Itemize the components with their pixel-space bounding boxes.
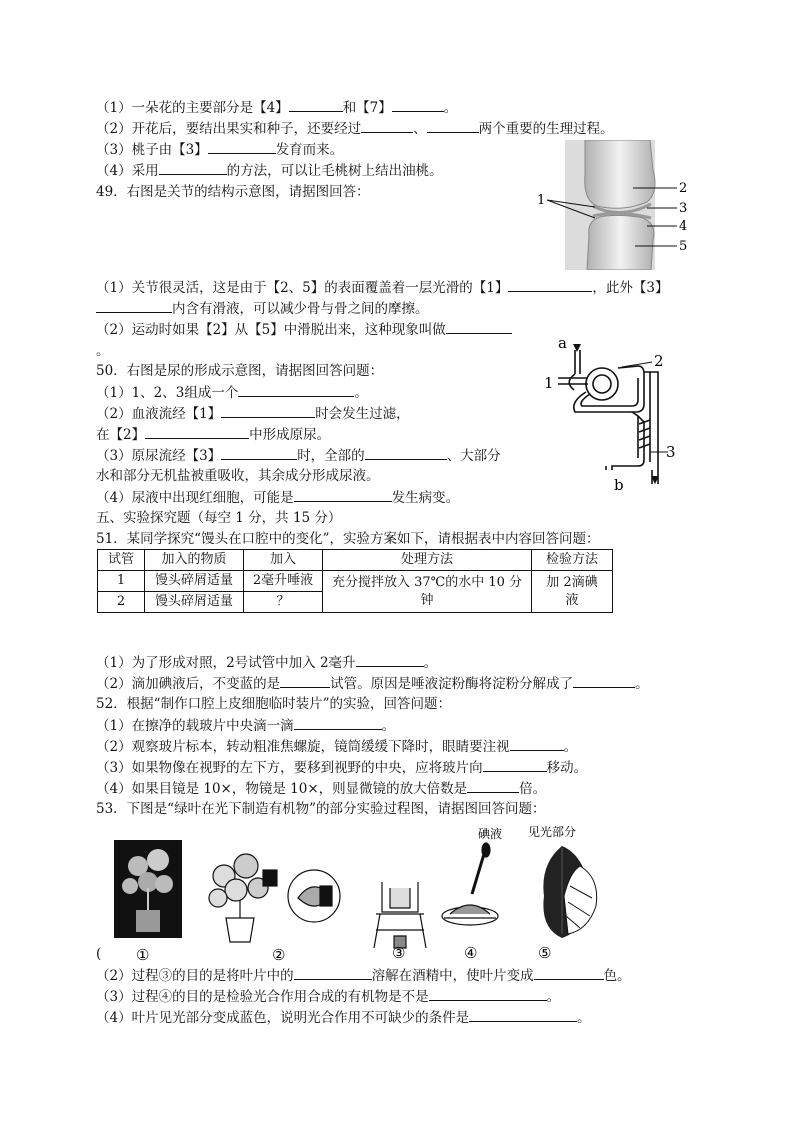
q48-line-2: （2）开花后，要结出果实和种子，还要经过 、 两个重要的生理过程。 <box>96 121 614 137</box>
answer-blank[interactable] <box>289 98 343 112</box>
answer-blank[interactable] <box>469 1008 577 1022</box>
experiment-steps-figure <box>100 826 600 964</box>
step-4-number: ④ <box>464 944 478 962</box>
answer-blank[interactable] <box>356 653 424 667</box>
step-5-number: ⑤ <box>538 944 552 962</box>
step-2-covered-leaf <box>209 854 340 942</box>
q50-line-6: （4）尿液中出现红细胞，可能是 发生病变。 <box>96 490 460 506</box>
q52-line-4: （4）如果目镜是 10×，物镜是 10×，则显微镜的放大倍数是 倍。 <box>96 781 547 797</box>
answer-blank[interactable] <box>427 119 479 133</box>
q53-line-4: （4）叶片见光部分变成蓝色，说明光合作用不可缺少的条件是 。 <box>96 1010 591 1026</box>
q49-line-3: （2）运动时如果【2】从【5】中滑脱出来，这种现象叫做 <box>96 320 512 339</box>
answer-blank[interactable] <box>145 425 249 439</box>
q48-line-4: （4）采用 的方法，可以让毛桃树上结出油桃。 <box>96 163 443 179</box>
q51-line-1: （1）为了形成对照，2号试管中加入 2毫升 。 <box>96 655 438 671</box>
q50-title: 50．右图是尿的形成示意图，请据图回答问题： <box>96 363 384 379</box>
q49-title: 49．右图是关节的结构示意图，请据图回答： <box>96 184 370 200</box>
answer-blank[interactable] <box>573 674 635 688</box>
label-3: 3 <box>679 201 688 216</box>
nephron-diagram <box>540 332 690 494</box>
answer-blank[interactable] <box>361 119 413 133</box>
label-5: 5 <box>679 239 688 254</box>
q53-line-2: （2）过程③的目的是将叶片中的 溶解在酒精中，使叶片变成 色。 <box>96 968 631 984</box>
answer-blank[interactable] <box>446 320 512 334</box>
table-header-row: 试管 加入的物质 加入 处理方法 检验方法 <box>98 550 613 571</box>
label-4: 4 <box>679 219 688 234</box>
q50-line-5: 水和部分无机盐被重吸收，其余成分形成尿液。 <box>96 468 380 484</box>
q48-line-3: （3）桃子由【3】 发育而来。 <box>96 142 344 158</box>
label-n1: 1 <box>544 374 554 392</box>
answer-blank[interactable] <box>208 140 276 154</box>
q50-line-2: （2）血液流经【1】 时会发生过滤， <box>96 406 410 422</box>
q52-line-1: （1）在擦净的载玻片中央滴一滴 。 <box>96 718 396 734</box>
answer-blank[interactable] <box>294 488 392 502</box>
answer-blank[interactable] <box>159 161 227 175</box>
q51-line-2: （2）滴加碘液后，不变蓝的是 试管。原因是唾液淀粉酶将淀粉分解成了 。 <box>96 676 649 692</box>
q52-line-3: （3）如果物像在视野的左下方，要移到视野的中央，应将玻片向 移动。 <box>96 760 588 776</box>
q52-title: 52．根据“制作口腔上皮细胞临时装片”的实验，回答问题： <box>96 696 451 712</box>
table-row: 1 馒头碎屑适量 2毫升唾液 充分搅拌放入 37℃的水中 10 分 钟 加 2滴碘 液 <box>98 571 613 592</box>
q48-line-1: （1）一朵花的主要部分是【4】 和【7】 。 <box>96 100 458 116</box>
step-2-number: ② <box>272 946 286 964</box>
answer-blank[interactable] <box>365 446 447 460</box>
q53-line-3: （3）过程④的目的是检验光合作用合成的有机物是不是 。 <box>96 989 561 1005</box>
q51-title: 51．某同学探究“馒头在口腔中的变化”，实验方案如下，请根据表中内容回答问题： <box>96 531 600 547</box>
answer-blank[interactable] <box>294 716 382 730</box>
process-cell: 充分搅拌放入 37℃的水中 10 分 钟 <box>323 571 532 613</box>
label-2: 2 <box>679 181 688 196</box>
q50-line-1: （1）1、2、3组成一个 。 <box>96 385 368 401</box>
answer-blank[interactable] <box>534 966 604 980</box>
step-1-number: ① <box>136 946 150 964</box>
q50-line-3: 在【2】 中形成原尿。 <box>96 427 331 443</box>
iodine-label: 碘液 <box>478 827 503 841</box>
step-1-dark-plant <box>114 840 182 938</box>
light-part-label: 见光部分 <box>528 826 577 839</box>
q49-line-4: 。 <box>96 343 110 359</box>
answer-blank[interactable] <box>392 98 444 112</box>
q52-line-2: （2）观察玻片标本，转动粗准焦螺旋，镜筒缓缓下降时，眼睛要注视 。 <box>96 739 578 755</box>
answer-blank[interactable] <box>510 737 564 751</box>
step-3-number: ③ <box>392 944 406 962</box>
q49-line-1: （1）关节很灵活，这是由于【2、5】的表面覆盖着一层光滑的【1】 ，此外【3】 <box>96 280 669 296</box>
answer-blank[interactable] <box>221 446 297 460</box>
answer-blank[interactable] <box>467 779 519 793</box>
label-a: a <box>558 334 567 352</box>
answer-blank[interactable] <box>294 966 372 980</box>
label-1: 1 <box>537 193 546 208</box>
test-cell: 加 2滴碘 液 <box>532 571 613 613</box>
joint-diagram <box>535 140 695 270</box>
answer-blank[interactable] <box>221 404 315 418</box>
answer-blank[interactable] <box>280 674 330 688</box>
table-row: 2 馒头碎屑适量 ？ <box>98 592 613 613</box>
answer-blank[interactable] <box>508 278 592 292</box>
step-4-iodine-drop <box>442 843 498 925</box>
q53-title: 53．下图是“绿叶在光下制造有机物”的部分实验过程图，请据图回答问题： <box>96 801 546 817</box>
label-n2: 2 <box>654 352 664 370</box>
answer-blank[interactable] <box>238 383 354 397</box>
answer-blank[interactable] <box>483 758 547 772</box>
q49-line-2: 内含有滑液，可以减少骨与骨之间的摩擦。 <box>96 299 429 318</box>
section-heading: 五、实验探究题（每空 1 分，共 15 分） <box>96 510 342 526</box>
q50-line-4: （3）原尿流经【3】 时，全部的 、大部分 <box>96 448 501 464</box>
answer-blank[interactable] <box>96 299 172 313</box>
label-b: b <box>614 476 624 494</box>
q53-line-1: ( <box>96 946 102 962</box>
answer-blank[interactable] <box>429 987 547 1001</box>
label-n3: 3 <box>666 443 676 461</box>
step-3-alcohol-heating <box>374 882 426 948</box>
step-5-stained-leaf <box>543 846 596 938</box>
experiment-table <box>97 549 613 613</box>
